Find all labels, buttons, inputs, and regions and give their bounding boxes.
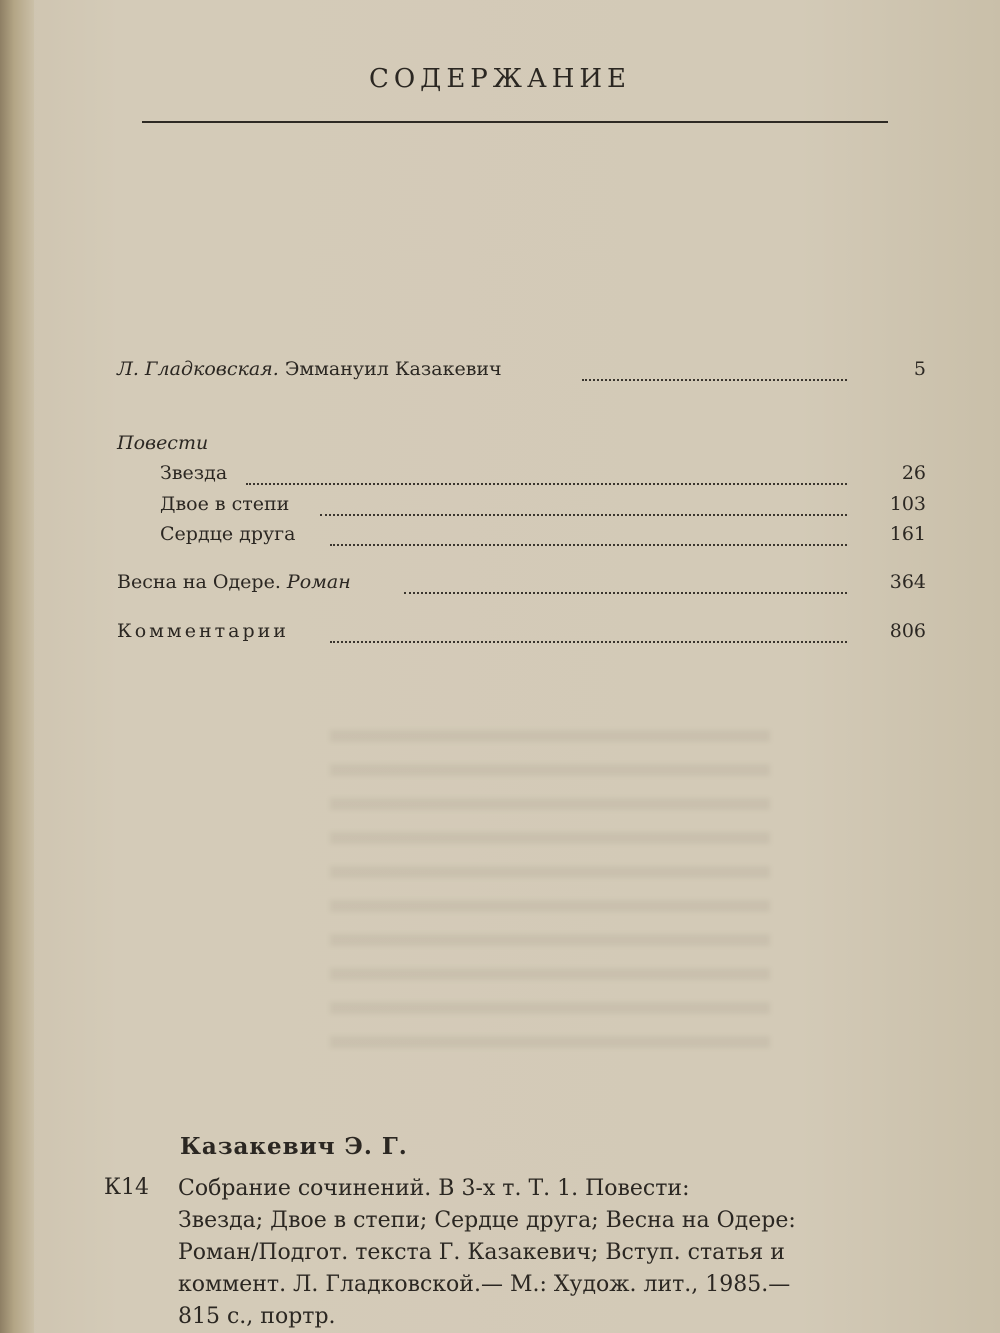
toc-comments-title: Комментарии [117,620,289,642]
toc-story-title: Звезда [160,462,228,484]
catalog-line: Собрание сочинений. В 3-х т. Т. 1. Повести: [178,1176,690,1201]
toc-section-heading: Повести [117,432,209,454]
toc-row-story [0,493,1000,523]
toc-story-title: Сердце друга [160,523,296,545]
catalog-line: 815 с., портр. [178,1304,336,1329]
toc-row-novel [0,571,1000,601]
toc-intro-title: Эммануил Казакевич [284,358,502,380]
book-gutter [0,0,34,1333]
toc-row-intro [0,358,1000,388]
catalog-line: коммент. Л. Гладковской.— М.: Худож. лит., 1985.— [178,1272,791,1297]
toc-leader [246,483,847,485]
catalog-code: К14 [104,1175,150,1200]
toc-comments-page: 806 [889,620,926,642]
toc-story-title: Двое в степи [160,493,290,515]
toc-novel-page: 364 [889,571,926,593]
toc-leader [582,379,847,381]
toc-leader [404,592,847,594]
toc-leader [330,544,847,546]
toc-story-page: 161 [889,523,926,545]
toc-leader [330,641,847,643]
toc-row-story [0,523,1000,553]
toc-novel-label [117,571,351,593]
toc-intro-page: 5 [913,358,926,380]
catalog-line: Роман/Подгот. текста Г. Казакевич; Вступ. статья и [178,1240,785,1265]
toc-story-page: 26 [901,462,926,484]
toc-leader [320,514,847,516]
bleed-through-texture [330,730,770,1060]
toc-row-story [0,462,1000,492]
catalog-description [178,1173,938,1333]
toc-novel-title: Весна на Одере. [117,571,281,593]
toc-novel-genre: Роман [286,571,351,593]
catalog-line: Звезда; Двое в степи; Сердце друга; Весна на Одере: [178,1208,796,1233]
toc-row-comments [0,620,1000,650]
toc-intro-label [117,358,502,380]
title-underline [142,121,888,123]
toc-story-page: 103 [889,493,926,515]
page-title: СОДЕРЖАНИЕ [368,64,632,94]
toc-intro-author: Л. Гладковская. [117,358,279,380]
catalog-author: Казакевич Э. Г. [180,1133,408,1160]
